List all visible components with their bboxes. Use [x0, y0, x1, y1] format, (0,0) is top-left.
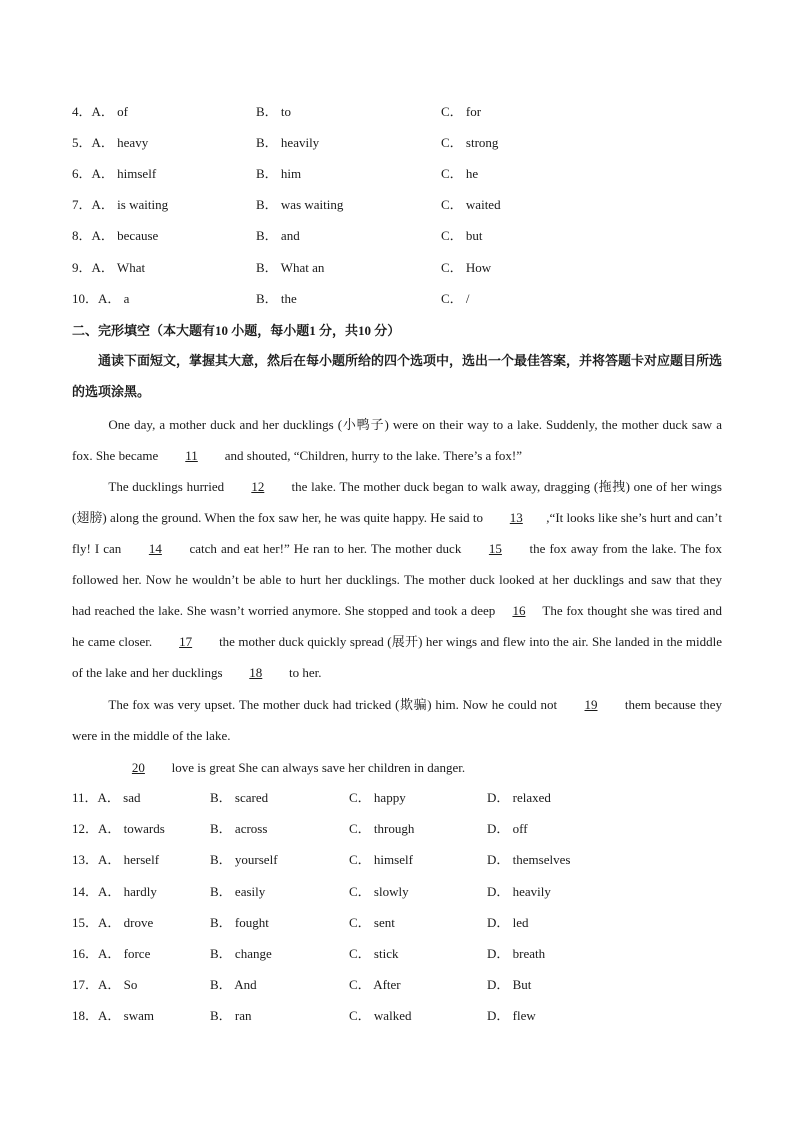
option-b: B． easily	[210, 884, 266, 899]
option-c: C． stick	[349, 946, 399, 961]
blank-15: 15	[488, 541, 502, 556]
option-b: B． What an	[256, 260, 325, 275]
option-a: 8．A． because	[72, 228, 159, 243]
option-d: D． off	[487, 821, 528, 836]
option-b: B． yourself	[210, 852, 278, 867]
option-a: 4．A． of	[72, 104, 128, 119]
option-c: C． he	[441, 166, 479, 181]
section-instructions: 通读下面短文，掌握其大意，然后在每小题所给的四个选项中，选出一个最佳答案，并将答题卡对应题目所选的选项涂黑。	[72, 353, 723, 399]
blank-16: 16	[512, 603, 526, 618]
section-title: 二、完形填空（本大题有10 小题，每小题1 分，共10 分）	[72, 323, 401, 338]
blank-14: 14	[148, 541, 162, 556]
option-a: 6．A． himself	[72, 166, 157, 181]
passage-paragraph-2: The ducklings hurried 12 the lake. The mother duck began to walk away, dragging (拖拽) one of her wings (翅膀) along the ground. When the fox saw her, he was quite happy. He said to 13 ,“It looks like she’s hurt and can’t fly! I can 14 catch and eat her!” He ran to her. The mother duck 15 the fox away from the lake. The fox followed her. Now he wouldn’t be able to hurt her ducklings. The mother duck looked at her ducklings and saw that they had reached the lake. She wasn’t worried anymore. She stopped and took a deep 16 The fox thought she was tired and he came closer. 17 the mother duck quickly spread (展开) her wings and flew into the air. She landed in the middle of the lake and her ducklings 18 to her.	[72, 471, 722, 688]
option-d: D． heavily	[487, 884, 551, 899]
option-a: 7．A． is waiting	[72, 197, 169, 212]
option-b: B． scared	[210, 790, 269, 805]
option-a: 18．A． swam	[72, 1008, 154, 1023]
blank-13: 13	[509, 510, 523, 525]
blank-11: 11	[185, 448, 198, 463]
option-c: C． strong	[441, 135, 499, 150]
option-c: C． slowly	[349, 884, 409, 899]
option-c: C． After	[349, 977, 401, 992]
blank-18: 18	[249, 665, 263, 680]
blank-12: 12	[251, 479, 265, 494]
option-b: B． ran	[210, 1008, 252, 1023]
option-b: B． the	[256, 291, 297, 306]
option-c: C． How	[441, 260, 492, 275]
passage-paragraph-3: The fox was very upset. The mother duck had tricked (欺骗) him. Now he could not 19 them because they were in the middle of the lake.	[72, 689, 722, 751]
option-a: 12．A． towards	[72, 821, 165, 836]
blank-20: 20	[131, 760, 145, 775]
option-a: 13．A． herself	[72, 852, 160, 867]
option-a: 15．A． drove	[72, 915, 154, 930]
option-a: 16．A． force	[72, 946, 151, 961]
option-b: B． heavily	[256, 135, 320, 150]
option-a: 9．A． What	[72, 260, 146, 275]
option-c: C． happy	[349, 790, 406, 805]
option-a: 14．A． hardly	[72, 884, 157, 899]
blank-19: 19	[584, 697, 598, 712]
option-c: C． through	[349, 821, 415, 836]
option-c: C． /	[441, 291, 470, 306]
option-c: C． sent	[349, 915, 395, 930]
option-c: C． waited	[441, 197, 501, 212]
option-a: 5．A． heavy	[72, 135, 149, 150]
option-a: 10．A． a	[72, 291, 130, 306]
option-d: D． breath	[487, 946, 546, 961]
option-b: B． across	[210, 821, 268, 836]
passage-paragraph-4: 20 love is great She can always save her children in danger.	[72, 752, 722, 783]
option-b: B． And	[210, 977, 257, 992]
option-d: D． But	[487, 977, 532, 992]
option-a: 11．A． sad	[72, 790, 141, 805]
option-a: 17．A． So	[72, 977, 138, 992]
option-c: C． walked	[349, 1008, 412, 1023]
passage-paragraph-1: One day, a mother duck and her ducklings (小鸭子) were on their way to a lake. Suddenly, the mother duck saw a fox. She became 11 and shouted, “Children, hurry to the lake. There’s a fox!”	[72, 409, 722, 471]
option-b: B． change	[210, 946, 272, 961]
option-c: C． for	[441, 104, 482, 119]
option-b: B． to	[256, 104, 292, 119]
option-c: C． himself	[349, 852, 413, 867]
option-d: D． flew	[487, 1008, 536, 1023]
option-b: B． was waiting	[256, 197, 344, 212]
option-b: B． fought	[210, 915, 269, 930]
option-d: D． themselves	[487, 852, 571, 867]
option-b: B． him	[256, 166, 302, 181]
option-d: D． led	[487, 915, 529, 930]
blank-17: 17	[179, 634, 193, 649]
option-b: B． and	[256, 228, 300, 243]
option-c: C． but	[441, 228, 483, 243]
option-d: D． relaxed	[487, 790, 551, 805]
